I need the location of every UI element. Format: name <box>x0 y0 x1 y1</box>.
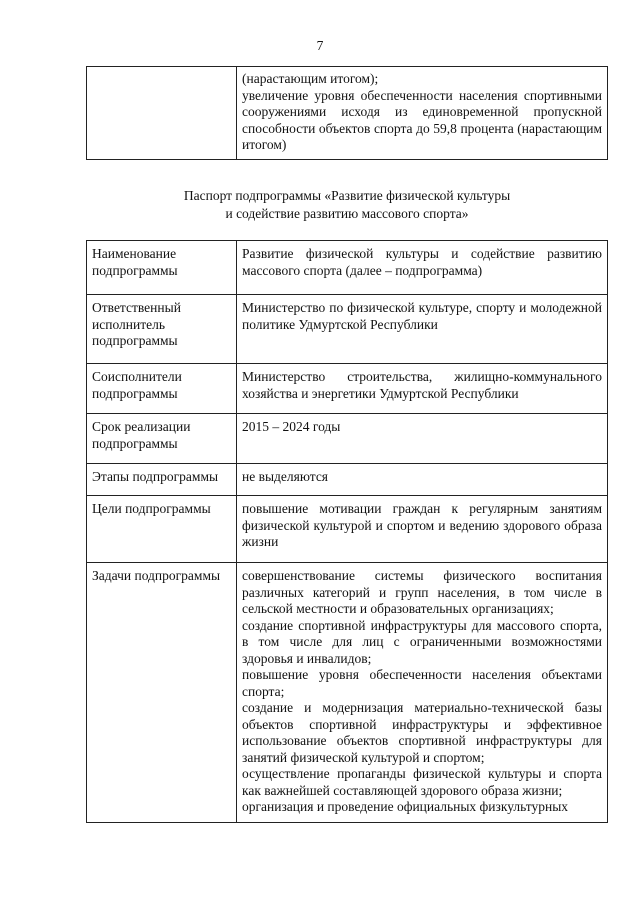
table-row <box>87 496 608 563</box>
row-label-stages: Этапы подпрограммы <box>87 464 237 496</box>
continuation-line: (нарастающим итогом); <box>242 71 379 86</box>
row-value-executor: Министерство по физической культуре, спорту и молодежной политике Удмуртской Республики <box>237 295 608 364</box>
task-item: совершенствование системы физического воспитания различных категорий и групп населения, в том числе в сельской местности и образовательных организациях; <box>242 568 602 616</box>
row-label-term: Срок реализации подпрограммы <box>87 414 237 464</box>
section-title-line-1: Паспорт подпрограммы «Развитие физической культуры <box>183 188 511 203</box>
task-item: создание и модернизация материально-технической базы объектов спортивной инфраструктуры и эффективное использование объектов спортивной инфраструктуры для занятий физической культурой и спортом; <box>242 700 602 765</box>
passport-table <box>86 240 608 823</box>
row-label-coexecutors: Соисполнители подпрограммы <box>87 364 237 414</box>
row-value-coexecutors: Министерство строительства, жилищно-коммунального хозяйства и энергетики Удмуртской Республики <box>237 364 608 414</box>
row-label-tasks: Задачи подпрограммы <box>87 563 237 823</box>
row-label-executor: Ответственный исполнитель подпрограммы <box>87 295 237 364</box>
continuation-right-cell <box>237 67 608 160</box>
task-item: организация и проведение официальных физкультурных <box>242 799 569 814</box>
row-value-tasks <box>237 563 608 823</box>
task-item: повышение уровня обеспеченности населения объектами спорта; <box>242 667 602 699</box>
page-number: 7 <box>316 38 324 53</box>
table-row <box>87 295 608 364</box>
row-value-stages: не выделяются <box>237 464 608 496</box>
continuation-table <box>86 66 608 160</box>
continuation-left-cell <box>87 67 237 160</box>
row-value-goals: повышение мотивации граждан к регулярным занятиям физической культурой и спортом и ведению здорового образа жизни <box>237 496 608 563</box>
table-row <box>87 414 608 464</box>
row-label-goals: Цели подпрограммы <box>87 496 237 563</box>
section-title <box>86 187 608 223</box>
row-value-term: 2015 – 2024 годы <box>237 414 608 464</box>
continuation-line: увеличение уровня обеспеченности населения спортивными сооружениями исходя из единовременной пропускной способности объектов спорта до 59,8 процента (нарастающим итогом) <box>242 87 602 152</box>
section-title-line-2: и содействие развитию массового спорта» <box>225 206 469 221</box>
task-item: осуществление пропаганды физической культуры и спорта как важнейшей составляющей здорового образа жизни; <box>242 766 602 798</box>
row-value-name: Развитие физической культуры и содействие развитию массового спорта (далее – подпрограмма) <box>237 241 608 295</box>
table-row <box>87 67 608 160</box>
row-label-name: Наименование подпрограммы <box>87 241 237 295</box>
table-row <box>87 464 608 496</box>
task-item: создание спортивной инфраструктуры для массового спорта, в том числе для лиц с ограниченными возможностями здоровья и инвалидов; <box>242 617 602 666</box>
table-row <box>87 563 608 823</box>
table-row <box>87 241 608 295</box>
table-row <box>87 364 608 414</box>
